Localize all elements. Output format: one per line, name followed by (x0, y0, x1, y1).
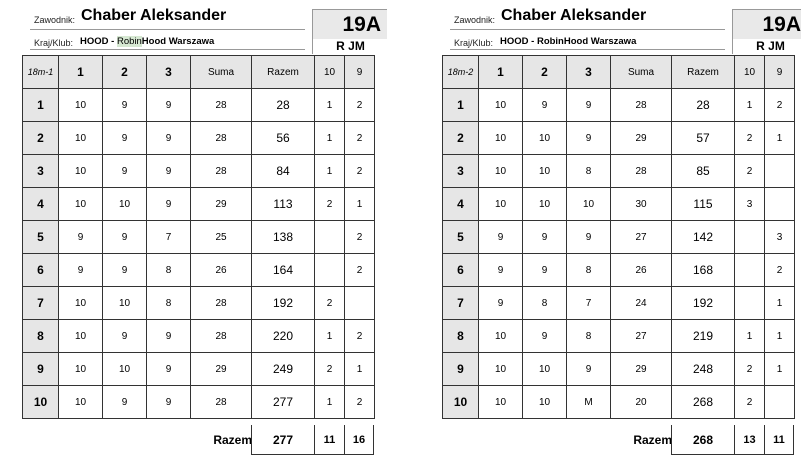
cell-sum: 27 (611, 221, 672, 254)
cell-c: 9 (147, 155, 191, 188)
table-row (23, 353, 375, 386)
cell-b: 9 (103, 254, 147, 287)
column-header: 2 (103, 56, 147, 89)
cell-sum: 26 (611, 254, 672, 287)
total-score: 277 (251, 425, 314, 455)
table-row (23, 386, 375, 419)
table-row (23, 221, 375, 254)
cell-a: 10 (59, 122, 103, 155)
cell-sum: 24 (611, 287, 672, 320)
cell-sum: 25 (191, 221, 252, 254)
cell-a: 10 (479, 188, 523, 221)
cell-t10: 1 (315, 386, 345, 419)
cell-t9: 2 (345, 320, 375, 353)
scorecard-round-2 (442, 5, 801, 457)
cell-t10: 2 (315, 287, 345, 320)
cell-no: 10 (23, 386, 59, 419)
table-row (23, 320, 375, 353)
cell-sum: 27 (611, 320, 672, 353)
score-table (22, 55, 375, 419)
cell-sum: 28 (611, 155, 672, 188)
target-assignment: 19A (732, 9, 801, 39)
cell-run: 28 (252, 89, 315, 122)
cell-t9: 2 (345, 155, 375, 188)
cell-no: 7 (443, 287, 479, 320)
total-nines: 11 (764, 425, 794, 455)
table-row (443, 221, 795, 254)
cell-a: 10 (59, 188, 103, 221)
cell-t10 (315, 254, 345, 287)
total-label: Razem (213, 433, 252, 447)
archer-class: R JM (732, 39, 801, 54)
cell-t9: 1 (765, 122, 795, 155)
table-row (443, 353, 795, 386)
table-row (23, 188, 375, 221)
cell-t9 (765, 386, 795, 419)
scorecard-total-row (442, 425, 801, 455)
table-row (23, 89, 375, 122)
cell-a: 10 (479, 89, 523, 122)
cell-no: 8 (23, 320, 59, 353)
cell-b: 10 (103, 287, 147, 320)
column-header: 1 (59, 56, 103, 89)
cell-a: 10 (59, 155, 103, 188)
cell-no: 2 (443, 122, 479, 155)
cell-a: 10 (479, 122, 523, 155)
cell-c: 9 (147, 89, 191, 122)
cell-run: 57 (672, 122, 735, 155)
round-label: 18m-2 (443, 56, 479, 89)
cell-t10: 1 (315, 320, 345, 353)
cell-sum: 29 (191, 353, 252, 386)
cell-t9: 2 (765, 254, 795, 287)
cell-no: 9 (443, 353, 479, 386)
cell-run: 115 (672, 188, 735, 221)
column-header: 9 (345, 56, 375, 89)
cell-run: 28 (672, 89, 735, 122)
column-header: Razem (252, 56, 315, 89)
cell-c: 10 (567, 188, 611, 221)
cell-b: 10 (523, 122, 567, 155)
cell-a: 10 (59, 287, 103, 320)
cell-run: 192 (252, 287, 315, 320)
cell-b: 10 (103, 188, 147, 221)
cell-run: 220 (252, 320, 315, 353)
cell-c: 8 (567, 155, 611, 188)
total-tens: 13 (734, 425, 764, 455)
table-row (443, 122, 795, 155)
cell-sum: 28 (611, 89, 672, 122)
cell-no: 10 (443, 386, 479, 419)
column-header: Suma (191, 56, 252, 89)
cell-a: 9 (59, 254, 103, 287)
total-label: Razem (633, 433, 672, 447)
cell-t9: 2 (345, 386, 375, 419)
cell-a: 10 (59, 320, 103, 353)
cell-no: 1 (23, 89, 59, 122)
scorecard-round-1 (22, 5, 387, 457)
cell-a: 9 (479, 221, 523, 254)
competitor-label: Zawodnik: (34, 15, 76, 25)
cell-t9: 1 (765, 287, 795, 320)
cell-t10 (735, 254, 765, 287)
cell-a: 9 (479, 254, 523, 287)
table-row (443, 254, 795, 287)
cell-c: 8 (567, 320, 611, 353)
cell-run: 268 (672, 386, 735, 419)
column-header: Suma (611, 56, 672, 89)
cell-sum: 28 (191, 155, 252, 188)
column-header: 3 (147, 56, 191, 89)
cell-run: 249 (252, 353, 315, 386)
cell-b: 9 (103, 221, 147, 254)
cell-c: M (567, 386, 611, 419)
table-row (443, 320, 795, 353)
cell-c: 8 (567, 254, 611, 287)
cell-run: 56 (252, 122, 315, 155)
scorecard-header (22, 5, 387, 55)
cell-c: 9 (567, 122, 611, 155)
cell-b: 9 (103, 155, 147, 188)
cell-no: 4 (443, 188, 479, 221)
cell-sum: 30 (611, 188, 672, 221)
cell-no: 5 (23, 221, 59, 254)
cell-t10: 3 (735, 188, 765, 221)
cell-t10 (315, 221, 345, 254)
cell-sum: 20 (611, 386, 672, 419)
cell-no: 5 (443, 221, 479, 254)
column-header: 10 (315, 56, 345, 89)
cell-c: 7 (147, 221, 191, 254)
club-value: HOOD - RobinHood Warszawa (80, 36, 215, 47)
cell-c: 9 (147, 353, 191, 386)
cell-t10: 1 (315, 122, 345, 155)
column-header: Razem (672, 56, 735, 89)
table-row (443, 155, 795, 188)
table-row (443, 188, 795, 221)
cell-b: 9 (103, 89, 147, 122)
cell-a: 9 (59, 221, 103, 254)
cell-a: 10 (59, 89, 103, 122)
cell-sum: 28 (191, 287, 252, 320)
cell-sum: 29 (191, 188, 252, 221)
cell-b: 9 (523, 320, 567, 353)
cell-run: 168 (672, 254, 735, 287)
table-header-row (23, 56, 375, 89)
total-tens: 11 (314, 425, 344, 455)
cell-t9: 2 (345, 254, 375, 287)
cell-t9: 1 (345, 188, 375, 221)
cell-run: 142 (672, 221, 735, 254)
cell-t10: 1 (735, 320, 765, 353)
cell-run: 164 (252, 254, 315, 287)
cell-sum: 29 (611, 122, 672, 155)
total-nines: 16 (344, 425, 374, 455)
cell-t9: 2 (345, 122, 375, 155)
cell-run: 277 (252, 386, 315, 419)
table-row (443, 89, 795, 122)
target-assignment: 19A (312, 9, 387, 39)
column-header: 9 (765, 56, 795, 89)
cell-run: 85 (672, 155, 735, 188)
competitor-name: Chaber Aleksander (81, 7, 227, 24)
cell-c: 9 (147, 188, 191, 221)
total-score: 268 (671, 425, 734, 455)
cell-t10: 2 (315, 188, 345, 221)
club-label: Kraj/Klub: (34, 38, 74, 48)
cell-t9: 2 (345, 221, 375, 254)
cell-t9: 1 (345, 353, 375, 386)
cell-t10 (735, 221, 765, 254)
table-row (23, 287, 375, 320)
cell-b: 9 (523, 89, 567, 122)
round-label: 18m-1 (23, 56, 59, 89)
cell-t10: 2 (735, 353, 765, 386)
cell-b: 9 (103, 122, 147, 155)
scorecard-total-row (22, 425, 387, 455)
cell-t9 (765, 155, 795, 188)
cell-a: 9 (479, 287, 523, 320)
cell-b: 8 (523, 287, 567, 320)
cell-a: 10 (59, 386, 103, 419)
column-header: 1 (479, 56, 523, 89)
cell-t10: 2 (315, 353, 345, 386)
table-row (443, 386, 795, 419)
cell-c: 7 (567, 287, 611, 320)
cell-no: 8 (443, 320, 479, 353)
cell-b: 9 (523, 221, 567, 254)
cell-c: 9 (567, 221, 611, 254)
competitor-name: Chaber Aleksander (501, 7, 647, 24)
cell-no: 2 (23, 122, 59, 155)
cell-b: 10 (523, 386, 567, 419)
cell-run: 219 (672, 320, 735, 353)
cell-b: 10 (523, 155, 567, 188)
cell-c: 9 (147, 386, 191, 419)
cell-a: 10 (479, 320, 523, 353)
cell-run: 138 (252, 221, 315, 254)
cell-c: 8 (147, 287, 191, 320)
cell-t9 (765, 188, 795, 221)
cell-run: 192 (672, 287, 735, 320)
cell-t9: 2 (765, 89, 795, 122)
cell-a: 10 (479, 386, 523, 419)
column-header: 3 (567, 56, 611, 89)
cell-c: 9 (147, 320, 191, 353)
cell-b: 10 (103, 353, 147, 386)
archer-class: R JM (312, 39, 388, 54)
cell-t9: 1 (765, 320, 795, 353)
cell-c: 9 (567, 353, 611, 386)
cell-sum: 26 (191, 254, 252, 287)
cell-t9 (345, 287, 375, 320)
cell-t9: 2 (345, 89, 375, 122)
cell-sum: 28 (191, 386, 252, 419)
cell-t10: 2 (735, 155, 765, 188)
table-row (23, 155, 375, 188)
scorecard-header (442, 5, 801, 55)
club-value: HOOD - RobinHood Warszawa (500, 36, 637, 47)
cell-b: 9 (523, 254, 567, 287)
cell-sum: 28 (191, 320, 252, 353)
cell-no: 4 (23, 188, 59, 221)
cell-no: 9 (23, 353, 59, 386)
table-header-row (443, 56, 795, 89)
cell-sum: 28 (191, 89, 252, 122)
cell-c: 9 (147, 122, 191, 155)
cell-no: 7 (23, 287, 59, 320)
cell-sum: 29 (611, 353, 672, 386)
cell-t10 (735, 287, 765, 320)
cell-sum: 28 (191, 122, 252, 155)
cell-t10: 1 (735, 89, 765, 122)
cell-t9: 3 (765, 221, 795, 254)
cell-a: 10 (59, 353, 103, 386)
cell-b: 9 (103, 386, 147, 419)
cell-no: 1 (443, 89, 479, 122)
cell-t9: 1 (765, 353, 795, 386)
column-header: 2 (523, 56, 567, 89)
cell-b: 10 (523, 353, 567, 386)
cell-a: 10 (479, 353, 523, 386)
cell-run: 113 (252, 188, 315, 221)
cell-c: 9 (567, 89, 611, 122)
cell-t10: 2 (735, 386, 765, 419)
table-row (443, 287, 795, 320)
cell-c: 8 (147, 254, 191, 287)
cell-t10: 1 (315, 89, 345, 122)
cell-run: 248 (672, 353, 735, 386)
cell-b: 10 (523, 188, 567, 221)
cell-b: 9 (103, 320, 147, 353)
column-header: 10 (735, 56, 765, 89)
cell-no: 6 (23, 254, 59, 287)
cell-t10: 1 (315, 155, 345, 188)
cell-run: 84 (252, 155, 315, 188)
cell-t10: 2 (735, 122, 765, 155)
club-label: Kraj/Klub: (454, 38, 494, 48)
cell-no: 6 (443, 254, 479, 287)
cell-no: 3 (443, 155, 479, 188)
cell-no: 3 (23, 155, 59, 188)
cell-a: 10 (479, 155, 523, 188)
competitor-label: Zawodnik: (454, 15, 496, 25)
score-table (442, 55, 795, 419)
table-row (23, 122, 375, 155)
table-row (23, 254, 375, 287)
